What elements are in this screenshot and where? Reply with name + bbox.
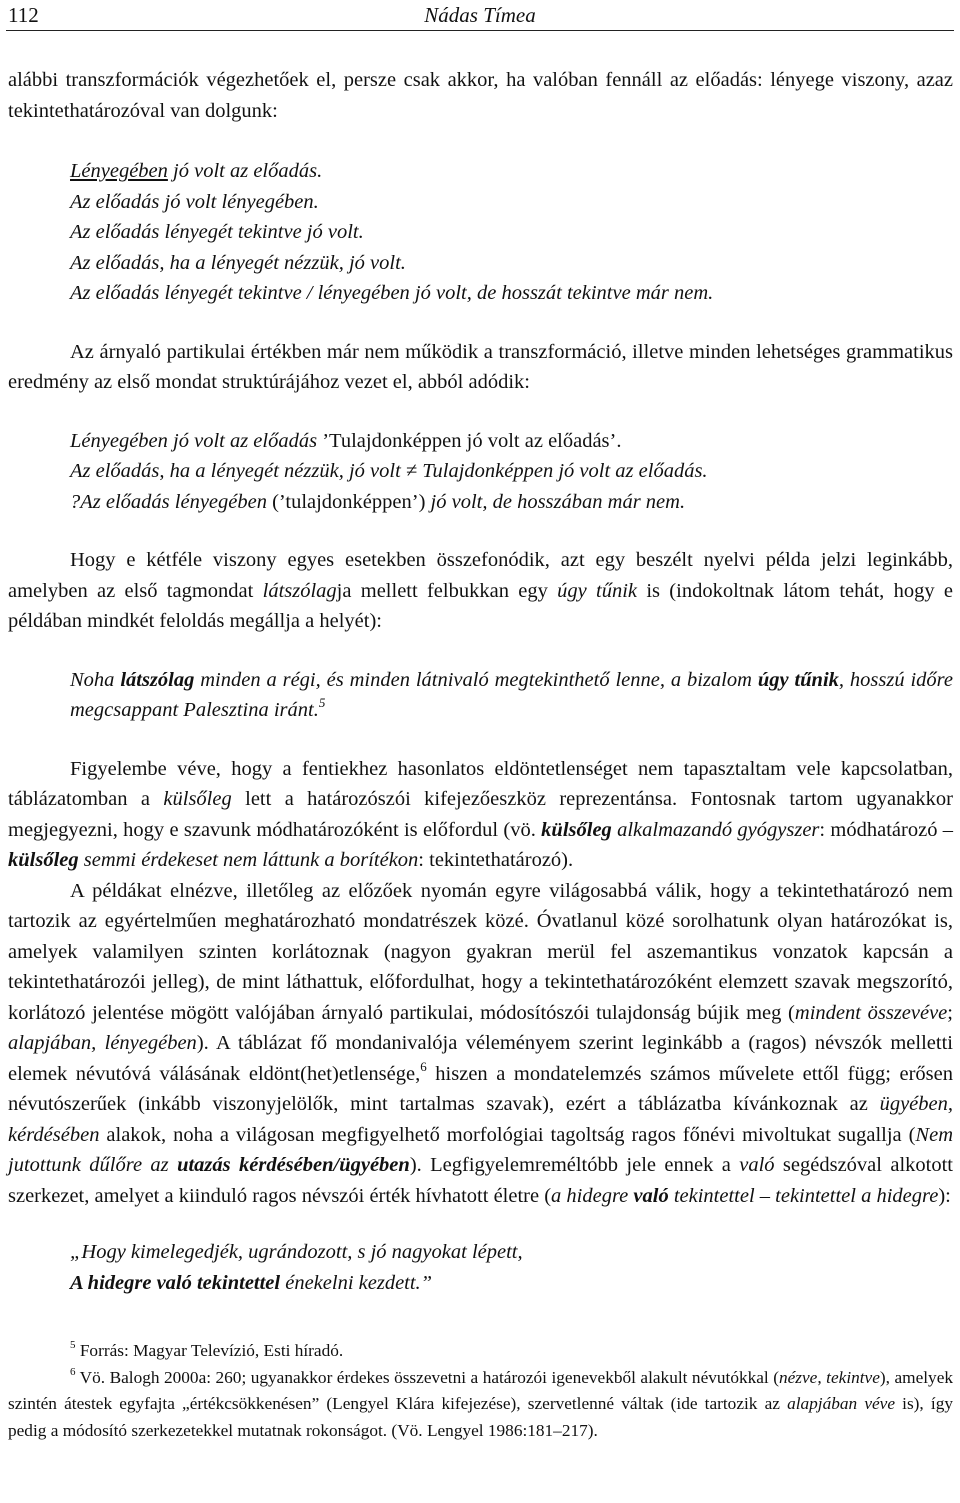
- example-line: Lényegében jó volt az előadás.: [70, 160, 323, 182]
- paragraph-partikula: Az árnyaló partikulai értékben már nem működik a transzformáció, illetve minden lehetséges grammatikus eredmény az első mondat struktúrájához vezet el, abból adódik:: [8, 340, 953, 393]
- example-line: ?Az előadás lényegében (’tulajdonképpen’) jó volt, de hosszában már nem.: [70, 490, 686, 513]
- example-block-3: Noha látszólag minden a régi, és minden látnivaló megtekinthető lenne, a bizalom úgy tűnik, hosszú időre megcsappant Palesztina iránt.$^5$: [70, 668, 953, 721]
- footnotes: [8, 1338, 953, 1444]
- example-line: Az előadás, ha a lényegét nézzük, jó volt.: [70, 251, 406, 274]
- page-number: 112: [8, 3, 39, 27]
- paragraph-peldak: A példákat elnézve, illetőleg az előzőek nyomán egyre világosabbá válik, hogy a tekintethatározó nem tartozik az egyértelműen meghatározható mondatrészek közé. Óvatlanul közé sorolhatunk olyan határozókat is, amelyek valamilyen szinten korlátoznak (nagyon gyakran merül fel aszemantikus vonzatok kapcsán a tekintethatározói jelleg), de mint láthattuk, előfordulhat, hogy a tekintethatározóként elemzett szavak megszorító, korlátozó jelentése mögött valójában árnyaló partikulai, módosítószói tulajdonság bújik meg (mindent összevévе; alapjában, lényegében). A táblázat fő mondanivalója véleményem szerint leginkább a (ragos) névszók melletti elemek névutóvá válásának eldönt(het)etlensége,$^6$ hiszen a mondatelemzés számos művelete ettől függ; erősen névutószerűek (inkább viszonyjelölők, mint tartalmas szavak), ezért a táblázatba kívánkoznak az ügyében, kérdésében alakok, noha a világosan megfigyelhető morfológiai tagoltság ragos főnévi mivoltukat sugallja (Nem jutottunk dűlőre az utazás kérdésében/ügyében). Legfigyelemreméltóbb jele ennek a való segédszóval alkotott szerkezet, amelyet a kiinduló ragos névszói érték hívhatott életre (a hidegre való tekintettel – tekintettel a hidegre):: [8, 879, 953, 1207]
- running-title: Nádas Tímea: [424, 3, 536, 27]
- example-block-4: [8, 1237, 953, 1298]
- example-line: „Hogy kimelegedjék, ugrándozott, s jó nagyokat lépett,: [70, 1241, 523, 1263]
- paragraph-intro: alábbi transzformációk végezhetőek el, persze csak akkor, ha valóban fennáll az előadás: lényege viszony, azaz tekintethatározóval van dolgunk:: [8, 69, 953, 122]
- footnote-5: $^5$ Forrás: Magyar Televízió, Esti híradó.: [70, 1339, 344, 1360]
- example-line: Az előadás lényegét tekintve jó volt.: [70, 221, 364, 243]
- example-block-1: [8, 156, 953, 309]
- paragraph-kulsoleg: Figyelembe véve, hogy a fentiekhez hasonlatos eldöntetlenséget nem tapasztaltam vele kapcsolatban, táblázatomban a külsőleg lett a határozószói kifejezőeszköz reprezentánsa. Fontosnak tartom ugyanakkor megjegyezni, hogy e szavunk módhatározóként is előfordul (vö. külsőleg alkalmazandó gyógyszer: módhatározó – külsőleg semmi érdekeset nem láttunk a borítékon: tekintethatározó).: [8, 757, 953, 871]
- example-line: Az előadás lényegét tekintve / lényegében jó volt, de hosszát tekintve már nem.: [70, 282, 714, 304]
- footnote-6: $^6$ Vö. Balogh 2000a: 260; ugyanakkor érdekes összevetni a határozói igenevekből alakult névutókkal (nézve, tekintve), amelyek szintén átestek egyfajta „értékcsökkenésen” (Lengyel Klára kifejezése), szervetlenné váltak (ide tartozik az alapjában véve is), így pedig a módosító szerkezetekkel mutatnak rokonságot. (Vö. Lengyel 1986:181–217).: [8, 1365, 954, 1440]
- example-line: A hidegre való tekintettel énekelni kezdett.”: [70, 1271, 433, 1294]
- example-line: Az előadás jó volt lényegében.: [70, 190, 319, 213]
- page-body: [8, 65, 953, 1444]
- footnote-ref-5: 5: [318, 695, 326, 711]
- paragraph-ketfele-viszony: Hogy e kétféle viszony egyes esetekben összefonódik, azt egy beszélt nyelvi példa jelzi leginkább, amelyben az első tagmondat látszólagja mellett felbukkan egy úgy tűnik is (indokoltnak látom tehát, hogy e példában mindkét feloldás megállja a helyét):: [8, 549, 953, 632]
- example-line: Az előadás, ha a lényegét nézzük, jó volt ≠ Tulajdonképpen jó volt az előadás.: [70, 460, 708, 482]
- footnote-ref-6: 6: [420, 1058, 427, 1074]
- running-header: [6, 0, 954, 31]
- example-line: Lényegében jó volt az előadás ’Tulajdonképpen jó volt az előadás’.: [70, 429, 622, 452]
- example-block-2: [8, 426, 953, 518]
